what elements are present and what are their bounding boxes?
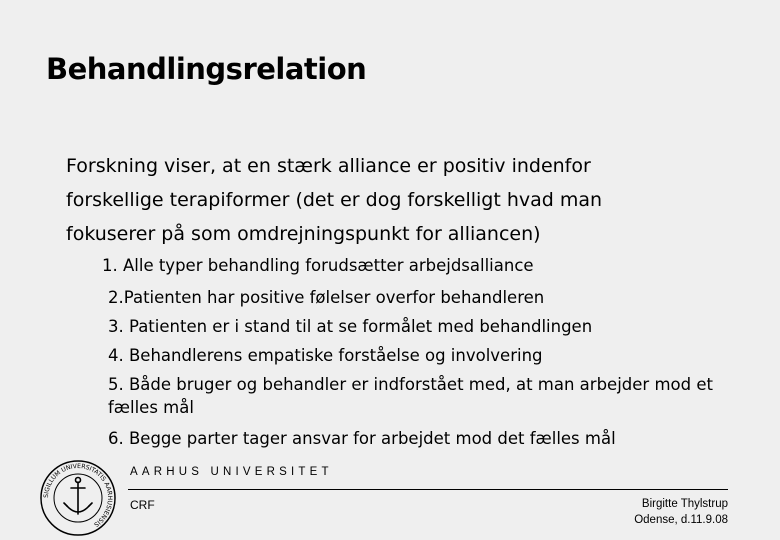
university-seal-icon (38, 458, 118, 538)
seal-text: SIGILLUM UNIVERSITATIS AARHUSIENSIS (42, 462, 114, 528)
list-item-1: 1. Alle typer behandling forudsætter arbejdsalliance (102, 256, 534, 275)
slide-title: Behandlingsrelation (46, 52, 367, 86)
intro-line: forskellige terapiformer (det er dog forskelligt hvad man (66, 189, 603, 211)
intro-paragraph (66, 149, 706, 251)
list-item-4: 4. Behandlerens empatiske forståelse og involvering (108, 346, 543, 365)
footer-divider (128, 489, 728, 490)
unit-label: CRF (130, 498, 155, 512)
list-item-6: 6. Begge parter tager ansvar for arbejdet mod det fælles mål (108, 429, 616, 448)
intro-line: fokuserer på som omdrejningspunkt for alliancen) (66, 223, 541, 245)
place-date: Odense, d.11.9.08 (634, 514, 728, 526)
list-item-5: 5. Både bruger og behandler er indforstået med, at man arbejder mod et fælles mål (108, 375, 713, 417)
organization-name: AARHUS UNIVERSITET (130, 466, 333, 478)
author-block (634, 496, 728, 528)
author-name: Birgitte Thylstrup (641, 498, 728, 510)
list-item-2: 2.Patienten har positive følelser overfor behandleren (108, 288, 545, 307)
intro-line: Forskning viser, at en stærk alliance er positiv indenfor (66, 155, 591, 177)
list-item-3: 3. Patienten er i stand til at se formålet med behandlingen (108, 317, 593, 336)
